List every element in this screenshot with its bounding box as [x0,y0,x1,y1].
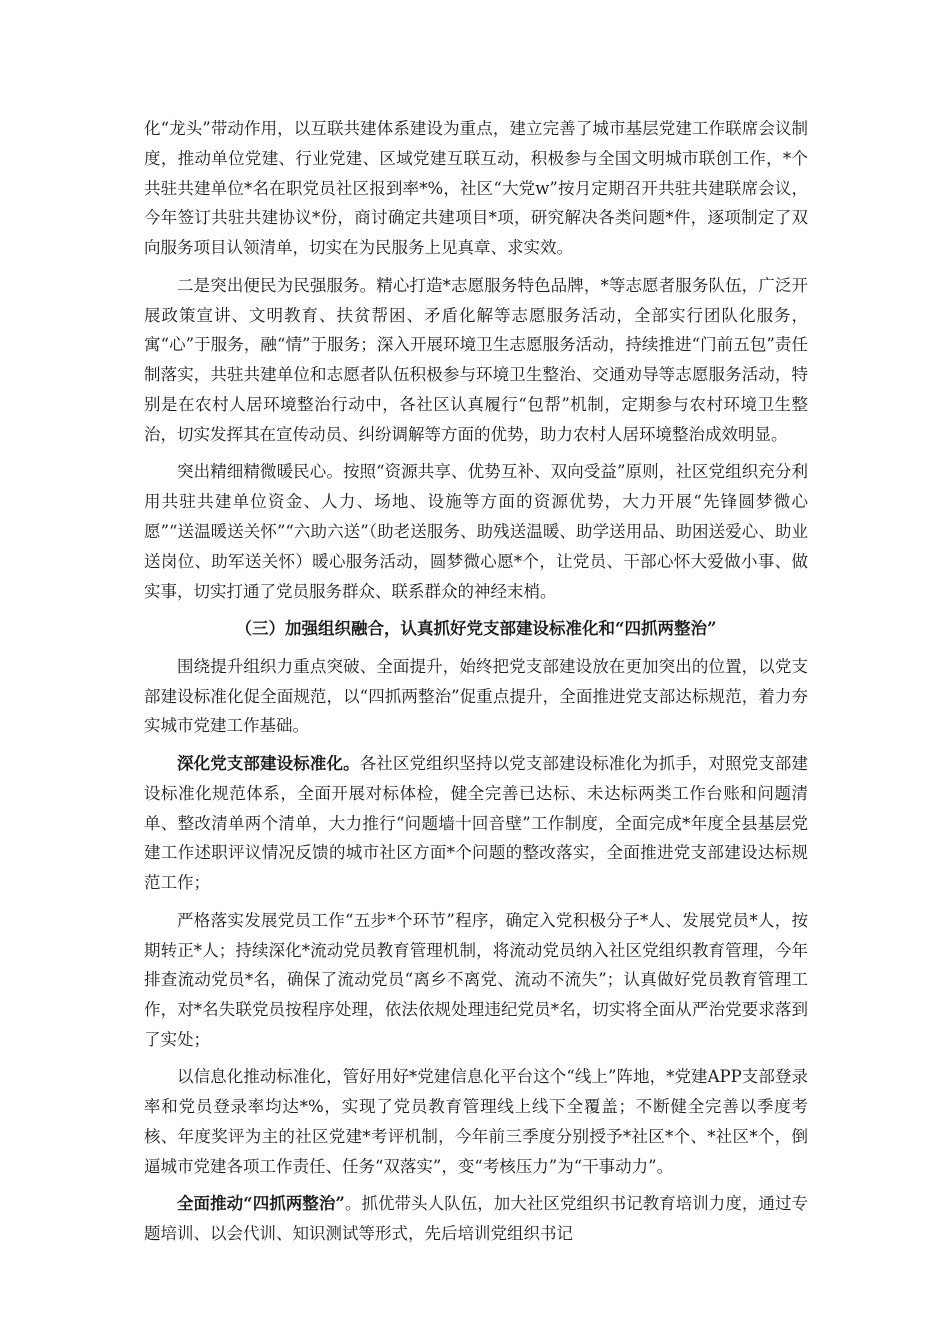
paragraph-1: 化“龙头”带动作用，以互联共建体系建设为重点，建立完善了城市基层党建工作联席会议制度，推动单位党建、行业党建、区域党建互联互动，积极参与全国文明城市联创工作，*个共驻共建单位*名在职党员社区报到率*%，社区“大党w”按月定期召开共驻共建联席会议，今年签订共驻共建协议*份，商讨确定共建项目*项，研究解决各类问题*件，逐项制定了双向服务项目认领清单，切实在为民服务上见真章、求实效。 [144,119,808,258]
paragraph-7: 以信息化推动标准化，管好用好*党建信息化平台这个“线上”阵地，*党建APP支部登录率和党员登录率均达*%，实现了党员教育管理线上线下全覆盖；不断健全完善以季度考核、年度奖评为主的社区党建*考评机制，今年前三季度分别授予*社区*个、*社区*个，倒逼城市党建各项工作责任、任务“双落实”，变“考核压力”为“干事动力”。 [144,1067,808,1176]
paragraph-4: 围绕提升组织力重点突破、全面提升，始终把党支部建设放在更加突出的位置，以党支部建设标准化促全面规范，以“四抓两整治”促重点提升，全面推进党支部达标规范，着力夯实城市党建工作基础。 [144,656,808,736]
paragraph-3: 突出精细精微暖民心。按照“资源共享、优势互补、双向受益”原则，社区党组织充分利用共驻共建单位资金、人力、场地、设施等方面的资源优势，大力开展“先锋圆梦微心愿”“送温暖送关怀”“六助六送”（助老送服务、助残送温暖、助学送用品、助困送爱心、助业送岗位、助军送关怀）暖心服务活动，圆梦微心愿*个，让党员、干部心怀大爱做小事、做实事，切实打通了党员服务群众、联系群众的神经末梢。 [144,462,808,601]
paragraph-8 [144,1189,808,1249]
paragraph-8-body: 。抓优带头人队伍，加大社区党组织书记教育培训力度，通过专题培训、以会代训、知识测试等形式，先后培训党组织书记 [144,1194,809,1244]
paragraph-6: 严格落实发展党员工作“五步*个环节”程序，确定入党积极分子*人、发展党员*人，按期转正*人；持续深化*流动党员教育管理机制，将流动党员纳入社区党组织教育管理，今年排查流动党员*名，确保了流动党员“离乡不离党、流动不流失”；认真做好党员教育管理工作，对*名失联党员按程序处理，依法依规处理违纪党员*名，切实将全面从严治党要求落到了实处； [144,910,808,1049]
paragraph-5-body: 各社区党组织坚持以党支部建设标准化为抓手，对照党支部建设标准化规范体系，全面开展对标体检，健全完善已达标、未达标两类工作台账和问题清单、整改清单两个清单，大力推行“问题墙十回音壁”工作制度，全面完成*年度全县基层党建工作述职评议情况反馈的城市社区方面*个问题的整改落实，全面推进党支部建设达标规范工作； [144,753,809,893]
paragraph-5-lead: 深化党支部建设标准化。 [177,753,360,773]
paragraph-2: 二是突出便民为民强服务。精心打造*志愿服务特色品牌，*等志愿者服务队伍，广泛开展政策宣讲、文明教育、扶贫帮困、矛盾化解等志愿服务活动，全部实行团队化服务，寓“心”于服务，融“情”于服务；深入开展环境卫生志愿服务活动，持续推进“门前五包”责任制落实，共驻共建单位和志愿者队伍积极参与环境卫生整治、交通劝导等志愿服务活动，特别是在农村人居环境整治行动中，各社区认真履行“包帮”机制，定期参与农村环境卫生整治，切实发挥其在宣传动员、纠纷调解等方面的优势，助力农村人居环境整治成效明显。 [144,275,808,444]
section-heading: （三）加强组织融合，认真抓好党支部建设标准化和“四抓两整治” [235,619,717,639]
paragraph-5 [144,749,808,898]
paragraph-8-lead: 全面推动“四抓两整治” [177,1194,345,1214]
document-body [144,114,808,1257]
